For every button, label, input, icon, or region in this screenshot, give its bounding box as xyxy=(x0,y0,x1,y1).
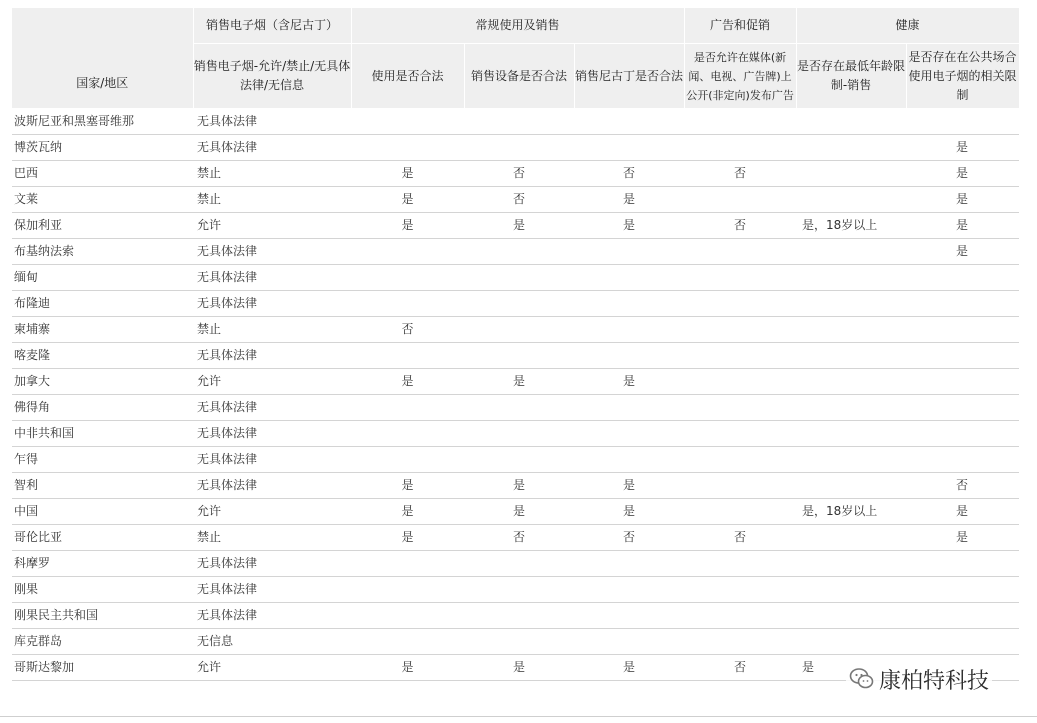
cell-nicotine xyxy=(574,109,684,135)
table-row xyxy=(12,161,1019,187)
header-general-group: 常规使用及销售 xyxy=(351,8,684,44)
cell-ecig-status: 禁止 xyxy=(193,317,351,343)
cell-country: 科摩罗 xyxy=(12,551,193,577)
cell-device xyxy=(464,421,574,447)
cell-device xyxy=(464,395,574,421)
cell-min-age xyxy=(796,577,906,603)
table-row xyxy=(12,265,1019,291)
cell-use xyxy=(351,577,464,603)
table-row xyxy=(12,447,1019,473)
cell-country: 缅甸 xyxy=(12,265,193,291)
cell-use xyxy=(351,629,464,655)
cell-country: 哥伦比亚 xyxy=(12,525,193,551)
cell-ads xyxy=(684,603,796,629)
cell-use xyxy=(351,239,464,265)
cell-nicotine: 是 xyxy=(574,369,684,395)
table-row xyxy=(12,577,1019,603)
cell-min-age: 是，18岁以上 xyxy=(796,213,906,239)
bottom-divider xyxy=(0,716,1037,717)
cell-public xyxy=(906,577,1019,603)
header-public-col: 是否存在在公共场合使用电子烟的相关限制 xyxy=(906,44,1019,109)
cell-ads xyxy=(684,395,796,421)
cell-public xyxy=(906,317,1019,343)
cell-ads xyxy=(684,239,796,265)
watermark xyxy=(846,664,992,694)
cell-public xyxy=(906,343,1019,369)
cell-device xyxy=(464,577,574,603)
regulation-table xyxy=(12,8,1020,681)
cell-device xyxy=(464,317,574,343)
cell-use xyxy=(351,265,464,291)
cell-ads xyxy=(684,187,796,213)
cell-min-age xyxy=(796,239,906,265)
cell-use: 是 xyxy=(351,187,464,213)
cell-ecig-status: 无具体法律 xyxy=(193,291,351,317)
cell-use xyxy=(351,447,464,473)
cell-use: 是 xyxy=(351,655,464,681)
cell-ads xyxy=(684,577,796,603)
cell-country: 巴西 xyxy=(12,161,193,187)
cell-ads xyxy=(684,265,796,291)
cell-public xyxy=(906,421,1019,447)
cell-nicotine xyxy=(574,239,684,265)
cell-use: 是 xyxy=(351,213,464,239)
cell-device xyxy=(464,551,574,577)
cell-use xyxy=(351,421,464,447)
table-body xyxy=(12,109,1019,681)
cell-ads xyxy=(684,109,796,135)
cell-nicotine xyxy=(574,395,684,421)
cell-country: 中国 xyxy=(12,499,193,525)
cell-min-age xyxy=(796,369,906,395)
cell-ads xyxy=(684,291,796,317)
table-row xyxy=(12,369,1019,395)
table-row xyxy=(12,603,1019,629)
cell-ads: 否 xyxy=(684,525,796,551)
cell-ecig-status: 无具体法律 xyxy=(193,343,351,369)
cell-ecig-status: 无具体法律 xyxy=(193,551,351,577)
header-ads-col: 是否允许在媒体(新闻、电视、广告牌)上公开(非定向)发布广告 xyxy=(684,44,796,109)
table-row xyxy=(12,239,1019,265)
cell-use: 是 xyxy=(351,369,464,395)
table-row xyxy=(12,525,1019,551)
cell-ads xyxy=(684,343,796,369)
cell-ecig-status: 禁止 xyxy=(193,525,351,551)
cell-device xyxy=(464,265,574,291)
cell-min-age xyxy=(796,343,906,369)
cell-ecig-status: 无具体法律 xyxy=(193,603,351,629)
cell-ads xyxy=(684,447,796,473)
cell-ecig-status: 无具体法律 xyxy=(193,577,351,603)
cell-use: 是 xyxy=(351,525,464,551)
cell-min-age xyxy=(796,447,906,473)
cell-device: 是 xyxy=(464,473,574,499)
cell-device xyxy=(464,135,574,161)
table-row xyxy=(12,213,1019,239)
cell-ecig-status: 无信息 xyxy=(193,629,351,655)
cell-public xyxy=(906,551,1019,577)
table-row xyxy=(12,343,1019,369)
cell-device: 是 xyxy=(464,369,574,395)
cell-nicotine xyxy=(574,577,684,603)
cell-public: 否 xyxy=(906,473,1019,499)
table-row xyxy=(12,473,1019,499)
cell-public xyxy=(906,291,1019,317)
cell-ads xyxy=(684,629,796,655)
cell-nicotine xyxy=(574,265,684,291)
cell-public xyxy=(906,369,1019,395)
table-row xyxy=(12,421,1019,447)
cell-use xyxy=(351,603,464,629)
cell-ads: 否 xyxy=(684,213,796,239)
cell-nicotine xyxy=(574,291,684,317)
cell-ads xyxy=(684,551,796,577)
cell-nicotine: 是 xyxy=(574,213,684,239)
cell-min-age xyxy=(796,187,906,213)
cell-use xyxy=(351,343,464,369)
cell-nicotine: 否 xyxy=(574,525,684,551)
table-row xyxy=(12,395,1019,421)
cell-nicotine xyxy=(574,135,684,161)
cell-country: 乍得 xyxy=(12,447,193,473)
cell-device xyxy=(464,291,574,317)
cell-nicotine xyxy=(574,447,684,473)
header-country: 国家/地区 xyxy=(12,8,193,109)
header-health-group: 健康 xyxy=(796,8,1019,44)
cell-device xyxy=(464,603,574,629)
cell-country: 波斯尼亚和黑塞哥维那 xyxy=(12,109,193,135)
cell-country: 喀麦隆 xyxy=(12,343,193,369)
header-use-col: 使用是否合法 xyxy=(351,44,464,109)
cell-ecig-status: 无具体法律 xyxy=(193,421,351,447)
table-row xyxy=(12,499,1019,525)
cell-country: 库克群岛 xyxy=(12,629,193,655)
header-ecig-group: 销售电子烟（含尼古丁） xyxy=(193,8,351,44)
cell-device: 是 xyxy=(464,655,574,681)
table-row xyxy=(12,187,1019,213)
cell-min-age xyxy=(796,265,906,291)
cell-min-age xyxy=(796,291,906,317)
cell-use xyxy=(351,109,464,135)
cell-min-age xyxy=(796,473,906,499)
wechat-icon xyxy=(849,666,875,692)
cell-min-age: 是，18岁以上 xyxy=(796,499,906,525)
cell-nicotine xyxy=(574,551,684,577)
cell-nicotine xyxy=(574,343,684,369)
cell-public: 是 xyxy=(906,525,1019,551)
cell-country: 保加利亚 xyxy=(12,213,193,239)
cell-ads xyxy=(684,421,796,447)
cell-use xyxy=(351,135,464,161)
header-ads-group: 广告和促销 xyxy=(684,8,796,44)
cell-ads xyxy=(684,135,796,161)
cell-public: 是 xyxy=(906,239,1019,265)
header-ecig-col: 销售电子烟-允许/禁止/无具体法律/无信息 xyxy=(193,44,351,109)
cell-country: 哥斯达黎加 xyxy=(12,655,193,681)
cell-device xyxy=(464,109,574,135)
cell-ecig-status: 无具体法律 xyxy=(193,447,351,473)
cell-device: 否 xyxy=(464,525,574,551)
cell-min-age: 是 xyxy=(796,655,906,681)
cell-country: 博茨瓦纳 xyxy=(12,135,193,161)
cell-ads xyxy=(684,473,796,499)
table-row xyxy=(12,109,1019,135)
table-row xyxy=(12,629,1019,655)
cell-public xyxy=(906,109,1019,135)
cell-use: 否 xyxy=(351,317,464,343)
cell-min-age xyxy=(796,421,906,447)
cell-ecig-status: 无具体法律 xyxy=(193,239,351,265)
cell-ecig-status: 无具体法律 xyxy=(193,109,351,135)
cell-public xyxy=(906,603,1019,629)
cell-public: 是 xyxy=(906,135,1019,161)
cell-device: 否 xyxy=(464,187,574,213)
cell-use: 是 xyxy=(351,161,464,187)
cell-ecig-status: 允许 xyxy=(193,499,351,525)
cell-country: 柬埔寨 xyxy=(12,317,193,343)
cell-public: 是 xyxy=(906,161,1019,187)
cell-use: 是 xyxy=(351,473,464,499)
cell-ecig-status: 允许 xyxy=(193,369,351,395)
cell-device: 否 xyxy=(464,161,574,187)
cell-public: 是 xyxy=(906,499,1019,525)
table-row xyxy=(12,291,1019,317)
cell-nicotine xyxy=(574,317,684,343)
cell-country: 文莱 xyxy=(12,187,193,213)
cell-nicotine: 是 xyxy=(574,655,684,681)
cell-min-age xyxy=(796,551,906,577)
cell-ecig-status: 禁止 xyxy=(193,161,351,187)
cell-nicotine: 是 xyxy=(574,473,684,499)
cell-device: 是 xyxy=(464,499,574,525)
header-device-col: 销售设备是否合法 xyxy=(464,44,574,109)
cell-nicotine xyxy=(574,603,684,629)
cell-min-age xyxy=(796,603,906,629)
cell-country: 加拿大 xyxy=(12,369,193,395)
cell-min-age xyxy=(796,395,906,421)
table-row xyxy=(12,135,1019,161)
cell-min-age xyxy=(796,161,906,187)
cell-nicotine: 是 xyxy=(574,187,684,213)
header-nicotine-col: 销售尼古丁是否合法 xyxy=(574,44,684,109)
header-min-age-col: 是否存在最低年龄限制-销售 xyxy=(796,44,906,109)
cell-country: 中非共和国 xyxy=(12,421,193,447)
cell-device: 是 xyxy=(464,213,574,239)
cell-ecig-status: 禁止 xyxy=(193,187,351,213)
cell-ads xyxy=(684,369,796,395)
cell-country: 布隆迪 xyxy=(12,291,193,317)
cell-use: 是 xyxy=(351,499,464,525)
cell-public xyxy=(906,447,1019,473)
cell-ecig-status: 允许 xyxy=(193,213,351,239)
cell-country: 智利 xyxy=(12,473,193,499)
cell-device xyxy=(464,447,574,473)
cell-ecig-status: 无具体法律 xyxy=(193,135,351,161)
cell-country: 佛得角 xyxy=(12,395,193,421)
cell-min-age xyxy=(796,317,906,343)
cell-ecig-status: 无具体法律 xyxy=(193,395,351,421)
table-row xyxy=(12,317,1019,343)
cell-country: 刚果 xyxy=(12,577,193,603)
cell-ads: 否 xyxy=(684,655,796,681)
cell-ecig-status: 无具体法律 xyxy=(193,265,351,291)
cell-public: 是 xyxy=(906,213,1019,239)
cell-ecig-status: 允许 xyxy=(193,655,351,681)
cell-ecig-status: 无具体法律 xyxy=(193,473,351,499)
cell-ads xyxy=(684,317,796,343)
cell-ads: 否 xyxy=(684,161,796,187)
cell-nicotine: 是 xyxy=(574,499,684,525)
cell-nicotine xyxy=(574,421,684,447)
watermark-text: 康柏特科技 xyxy=(879,668,990,694)
cell-use xyxy=(351,291,464,317)
cell-device xyxy=(464,629,574,655)
cell-nicotine: 否 xyxy=(574,161,684,187)
cell-use xyxy=(351,395,464,421)
cell-min-age xyxy=(796,525,906,551)
cell-country: 刚果民主共和国 xyxy=(12,603,193,629)
cell-public xyxy=(906,629,1019,655)
cell-min-age xyxy=(796,109,906,135)
cell-public xyxy=(906,265,1019,291)
cell-public: 是 xyxy=(906,187,1019,213)
cell-use xyxy=(351,551,464,577)
cell-device xyxy=(464,343,574,369)
table-row xyxy=(12,551,1019,577)
cell-device xyxy=(464,239,574,265)
cell-nicotine xyxy=(574,629,684,655)
cell-min-age xyxy=(796,135,906,161)
cell-public xyxy=(906,395,1019,421)
cell-country: 布基纳法索 xyxy=(12,239,193,265)
cell-ads xyxy=(684,499,796,525)
cell-min-age xyxy=(796,629,906,655)
